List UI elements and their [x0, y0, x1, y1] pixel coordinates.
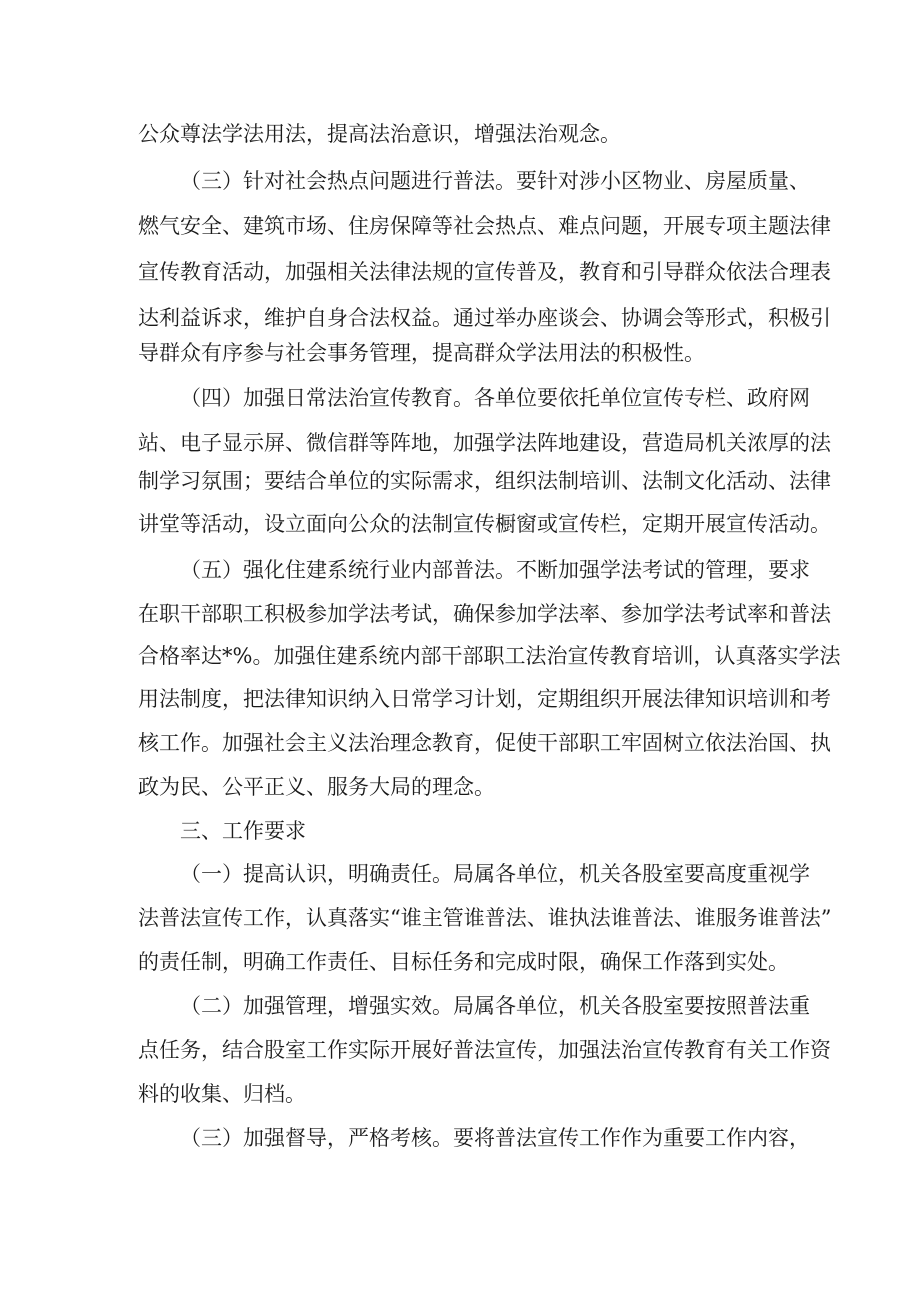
text-line: 讲堂等活动，设立面向公众的法制宣传橱窗或宣传栏，定期开展宣传活动。 — [138, 512, 831, 536]
text-line: 用法制度，把法律知识纳入日常学习计划，定期组织开展法律知识培训和考 — [138, 687, 831, 711]
requirement-1-line: （一）提高认识，明确责任。局属各单位，机关各股室要高度重视学 — [180, 862, 810, 886]
text-line: 燃气安全、建筑市场、住房保障等社会热点、难点问题，开展专项主题法律 — [138, 214, 831, 238]
text-line: 的责任制，明确工作责任、目标任务和完成时限，确保工作落到实处。 — [138, 950, 789, 974]
text-line: 制学习氛围；要结合单位的实际需求，组织法制培训、法制文化活动、法律 — [138, 469, 831, 493]
text-line: 达利益诉求，维护自身合法权益。通过举办座谈会、协调会等形式，积极引 — [138, 306, 831, 330]
paragraph-5-line: （五）强化住建系统行业内部普法。不断加强学法考试的管理，要求 — [180, 558, 810, 582]
text-line: 合格率达*%。加强住建系统内部干部职工法治宣传教育培训，认真落实学法 — [138, 644, 841, 668]
text-line: 导群众有序参与社会事务管理，提高群众学法用法的积极性。 — [138, 341, 705, 365]
paragraph-3-line: （三）针对社会热点问题进行普法。要针对涉小区物业、房屋质量、 — [180, 169, 810, 193]
text-line: 宣传教育活动，加强相关法律法规的宣传普及，教育和引导群众依法合理表 — [138, 260, 831, 284]
paragraph-4-line: （四）加强日常法治宣传教育。各单位要依托单位宣传专栏、政府网 — [180, 386, 810, 410]
text-line: 料的收集、归档。 — [138, 1082, 306, 1106]
requirement-3-line: （三）加强督导，严格考核。要将普法宣传工作作为重要工作内容， — [180, 1126, 810, 1150]
text-line: 法普法宣传工作，认真落实“谁主管谁普法、谁执法谁普法、谁服务谁普法” — [138, 906, 832, 930]
text-line: 在职干部职工积极参加学法考试，确保参加学法率、参加学法考试率和普法 — [138, 602, 831, 626]
text-line: 公众尊法学法用法，提高法治意识，增强法治观念。 — [138, 122, 621, 146]
text-line: 政为民、公平正义、服务大局的理念。 — [138, 775, 495, 799]
section-heading: 三、工作要求 — [180, 819, 306, 843]
text-line: 核工作。加强社会主义法治理念教育，促使干部职工牢固树立依法治国、执 — [138, 731, 831, 755]
requirement-2-line: （二）加强管理，增强实效。局属各单位，机关各股室要按照普法重 — [180, 994, 810, 1018]
text-line: 点任务，结合股室工作实际开展好普法宣传，加强法治宣传教育有关工作资 — [138, 1038, 831, 1062]
text-line: 站、电子显示屏、微信群等阵地，加强学法阵地建设，营造局机关浓厚的法 — [138, 431, 831, 455]
